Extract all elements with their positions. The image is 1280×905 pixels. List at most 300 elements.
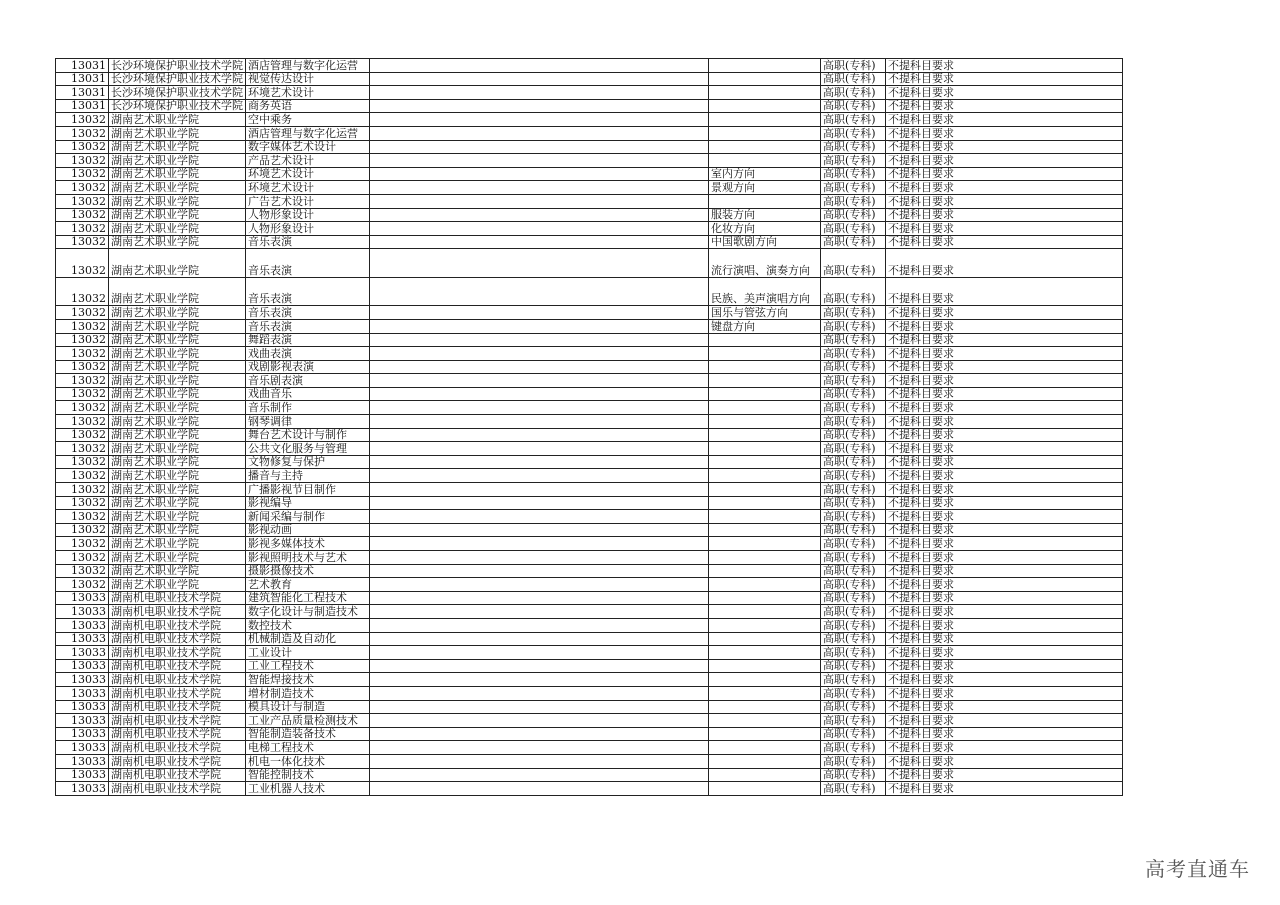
- subject-requirement-cell: 不提科目要求: [886, 510, 1123, 524]
- table-row: [56, 72, 1123, 86]
- table-row: [56, 591, 1123, 605]
- subject-requirement-cell: 不提科目要求: [886, 714, 1123, 728]
- school-code-cell: 13031: [56, 86, 109, 100]
- subject-requirement-cell: 不提科目要求: [886, 646, 1123, 660]
- major-name-cell: 摄影摄像技术: [246, 564, 370, 578]
- school-code-cell: 13033: [56, 646, 109, 660]
- school-name-cell: 湖南机电职业技术学院: [109, 632, 246, 646]
- school-name-cell: 长沙环境保护职业技术学院: [109, 72, 246, 86]
- table-row: [56, 537, 1123, 551]
- table-row: [56, 249, 1123, 278]
- major-name-cell: 音乐剧表演: [246, 374, 370, 388]
- school-name-cell: 湖南机电职业技术学院: [109, 686, 246, 700]
- major-name-cell: 音乐表演: [246, 235, 370, 249]
- table-row: [56, 333, 1123, 347]
- level-cell: 高职(专科): [821, 686, 886, 700]
- major-name-cell: 工业产品质量检测技术: [246, 714, 370, 728]
- table-row: [56, 428, 1123, 442]
- major-note-cell: [370, 523, 709, 537]
- major-note-cell: [370, 564, 709, 578]
- school-name-cell: 湖南艺术职业学院: [109, 496, 246, 510]
- major-note-cell: [370, 401, 709, 415]
- direction-cell: [709, 754, 821, 768]
- subject-requirement-cell: 不提科目要求: [886, 591, 1123, 605]
- major-name-cell: 商务英语: [246, 99, 370, 113]
- table-row: [56, 99, 1123, 113]
- subject-requirement-cell: 不提科目要求: [886, 727, 1123, 741]
- major-name-cell: 酒店管理与数字化运营: [246, 59, 370, 73]
- school-code-cell: 13032: [56, 319, 109, 333]
- major-name-cell: 机电一体化技术: [246, 754, 370, 768]
- direction-cell: 流行演唱、演奏方向: [709, 249, 821, 278]
- school-name-cell: 湖南艺术职业学院: [109, 333, 246, 347]
- table-row: [56, 415, 1123, 429]
- school-name-cell: 湖南艺术职业学院: [109, 455, 246, 469]
- school-name-cell: 湖南艺术职业学院: [109, 249, 246, 278]
- school-code-cell: 13033: [56, 700, 109, 714]
- major-note-cell: [370, 428, 709, 442]
- direction-cell: [709, 99, 821, 113]
- school-name-cell: 湖南艺术职业学院: [109, 194, 246, 208]
- direction-cell: [709, 360, 821, 374]
- subject-requirement-cell: 不提科目要求: [886, 483, 1123, 497]
- table-row: [56, 483, 1123, 497]
- major-note-cell: [370, 496, 709, 510]
- direction-cell: [709, 401, 821, 415]
- school-code-cell: 13032: [56, 277, 109, 306]
- school-name-cell: 长沙环境保护职业技术学院: [109, 99, 246, 113]
- subject-requirement-cell: 不提科目要求: [886, 700, 1123, 714]
- major-note-cell: [370, 727, 709, 741]
- school-name-cell: 湖南机电职业技术学院: [109, 618, 246, 632]
- level-cell: 高职(专科): [821, 208, 886, 222]
- direction-cell: [709, 126, 821, 140]
- major-note-cell: [370, 455, 709, 469]
- major-name-cell: 产品艺术设计: [246, 154, 370, 168]
- major-name-cell: 戏曲音乐: [246, 387, 370, 401]
- major-note-cell: [370, 113, 709, 127]
- table-row: [56, 469, 1123, 483]
- table-body: [56, 59, 1123, 796]
- direction-cell: [709, 646, 821, 660]
- subject-requirement-cell: 不提科目要求: [886, 194, 1123, 208]
- school-code-cell: 13033: [56, 782, 109, 796]
- major-name-cell: 电梯工程技术: [246, 741, 370, 755]
- direction-cell: [709, 455, 821, 469]
- major-name-cell: 环境艺术设计: [246, 181, 370, 195]
- major-note-cell: [370, 167, 709, 181]
- table-row: [56, 659, 1123, 673]
- table-row: [56, 347, 1123, 361]
- school-code-cell: 13033: [56, 768, 109, 782]
- table-row: [56, 673, 1123, 687]
- table-row: [56, 578, 1123, 592]
- major-note-cell: [370, 754, 709, 768]
- direction-cell: [709, 605, 821, 619]
- major-name-cell: 数字媒体艺术设计: [246, 140, 370, 154]
- subject-requirement-cell: 不提科目要求: [886, 86, 1123, 100]
- major-name-cell: 广告艺术设计: [246, 194, 370, 208]
- major-name-cell: 视觉传达设计: [246, 72, 370, 86]
- subject-requirement-cell: 不提科目要求: [886, 754, 1123, 768]
- school-name-cell: 湖南艺术职业学院: [109, 347, 246, 361]
- subject-requirement-cell: 不提科目要求: [886, 782, 1123, 796]
- direction-cell: 景观方向: [709, 181, 821, 195]
- subject-requirement-cell: 不提科目要求: [886, 333, 1123, 347]
- school-name-cell: 湖南艺术职业学院: [109, 319, 246, 333]
- major-name-cell: 艺术教育: [246, 578, 370, 592]
- direction-cell: [709, 686, 821, 700]
- school-name-cell: 湖南艺术职业学院: [109, 523, 246, 537]
- school-code-cell: 13033: [56, 591, 109, 605]
- school-code-cell: 13032: [56, 113, 109, 127]
- school-name-cell: 湖南机电职业技术学院: [109, 673, 246, 687]
- direction-cell: [709, 523, 821, 537]
- level-cell: 高职(专科): [821, 347, 886, 361]
- school-name-cell: 湖南艺术职业学院: [109, 235, 246, 249]
- major-note-cell: [370, 333, 709, 347]
- subject-requirement-cell: 不提科目要求: [886, 401, 1123, 415]
- major-note-cell: [370, 277, 709, 306]
- level-cell: 高职(专科): [821, 496, 886, 510]
- major-note-cell: [370, 387, 709, 401]
- table-row: [56, 523, 1123, 537]
- school-name-cell: 湖南艺术职业学院: [109, 578, 246, 592]
- major-note-cell: [370, 59, 709, 73]
- direction-cell: [709, 333, 821, 347]
- school-code-cell: 13032: [56, 360, 109, 374]
- school-code-cell: 13032: [56, 469, 109, 483]
- major-name-cell: 人物形象设计: [246, 222, 370, 236]
- level-cell: 高职(专科): [821, 564, 886, 578]
- school-code-cell: 13032: [56, 333, 109, 347]
- table-row: [56, 455, 1123, 469]
- subject-requirement-cell: 不提科目要求: [886, 741, 1123, 755]
- subject-requirement-cell: 不提科目要求: [886, 72, 1123, 86]
- level-cell: 高职(专科): [821, 741, 886, 755]
- school-name-cell: 湖南艺术职业学院: [109, 277, 246, 306]
- direction-cell: [709, 659, 821, 673]
- table-row: [56, 306, 1123, 320]
- major-name-cell: 公共文化服务与管理: [246, 442, 370, 456]
- level-cell: 高职(专科): [821, 428, 886, 442]
- table-row: [56, 632, 1123, 646]
- subject-requirement-cell: 不提科目要求: [886, 659, 1123, 673]
- major-note-cell: [370, 222, 709, 236]
- school-name-cell: 湖南艺术职业学院: [109, 113, 246, 127]
- school-code-cell: 13031: [56, 72, 109, 86]
- school-name-cell: 湖南机电职业技术学院: [109, 782, 246, 796]
- major-note-cell: [370, 646, 709, 660]
- subject-requirement-cell: 不提科目要求: [886, 551, 1123, 565]
- school-code-cell: 13032: [56, 401, 109, 415]
- direction-cell: [709, 496, 821, 510]
- level-cell: 高职(专科): [821, 632, 886, 646]
- subject-requirement-cell: 不提科目要求: [886, 319, 1123, 333]
- table-row: [56, 59, 1123, 73]
- table-row: [56, 768, 1123, 782]
- table-row: [56, 194, 1123, 208]
- major-note-cell: [370, 442, 709, 456]
- table-row: [56, 646, 1123, 660]
- school-name-cell: 湖南艺术职业学院: [109, 167, 246, 181]
- direction-cell: 中国歌剧方向: [709, 235, 821, 249]
- direction-cell: [709, 673, 821, 687]
- level-cell: 高职(专科): [821, 551, 886, 565]
- school-name-cell: 湖南艺术职业学院: [109, 208, 246, 222]
- subject-requirement-cell: 不提科目要求: [886, 140, 1123, 154]
- table-row: [56, 126, 1123, 140]
- table-row: [56, 154, 1123, 168]
- major-name-cell: 影视照明技术与艺术: [246, 551, 370, 565]
- level-cell: 高职(专科): [821, 72, 886, 86]
- table-row: [56, 496, 1123, 510]
- table-row: [56, 782, 1123, 796]
- direction-cell: [709, 591, 821, 605]
- school-name-cell: 湖南艺术职业学院: [109, 140, 246, 154]
- direction-cell: [709, 510, 821, 524]
- table-row: [56, 208, 1123, 222]
- school-code-cell: 13033: [56, 727, 109, 741]
- level-cell: 高职(专科): [821, 333, 886, 347]
- major-name-cell: 空中乘务: [246, 113, 370, 127]
- subject-requirement-cell: 不提科目要求: [886, 360, 1123, 374]
- subject-requirement-cell: 不提科目要求: [886, 222, 1123, 236]
- school-code-cell: 13032: [56, 496, 109, 510]
- table-row: [56, 442, 1123, 456]
- level-cell: 高职(专科): [821, 59, 886, 73]
- level-cell: 高职(专科): [821, 510, 886, 524]
- major-name-cell: 文物修复与保护: [246, 455, 370, 469]
- major-note-cell: [370, 154, 709, 168]
- watermark-text: 高考直通车: [1145, 857, 1250, 881]
- table-row: [56, 319, 1123, 333]
- level-cell: 高职(专科): [821, 537, 886, 551]
- subject-requirement-cell: 不提科目要求: [886, 618, 1123, 632]
- level-cell: 高职(专科): [821, 442, 886, 456]
- school-code-cell: 13032: [56, 194, 109, 208]
- major-note-cell: [370, 140, 709, 154]
- major-name-cell: 建筑智能化工程技术: [246, 591, 370, 605]
- subject-requirement-cell: 不提科目要求: [886, 208, 1123, 222]
- school-name-cell: 湖南机电职业技术学院: [109, 591, 246, 605]
- subject-requirement-cell: 不提科目要求: [886, 455, 1123, 469]
- direction-cell: 国乐与管弦方向: [709, 306, 821, 320]
- major-note-cell: [370, 605, 709, 619]
- direction-cell: [709, 113, 821, 127]
- major-name-cell: 影视动画: [246, 523, 370, 537]
- school-name-cell: 湖南机电职业技术学院: [109, 768, 246, 782]
- level-cell: 高职(专科): [821, 154, 886, 168]
- direction-cell: [709, 551, 821, 565]
- subject-requirement-cell: 不提科目要求: [886, 59, 1123, 73]
- level-cell: 高职(专科): [821, 401, 886, 415]
- school-code-cell: 13032: [56, 167, 109, 181]
- major-name-cell: 环境艺术设计: [246, 167, 370, 181]
- table-row: [56, 113, 1123, 127]
- subject-requirement-cell: 不提科目要求: [886, 686, 1123, 700]
- school-code-cell: 13032: [56, 415, 109, 429]
- table-row: [56, 140, 1123, 154]
- school-name-cell: 湖南机电职业技术学院: [109, 714, 246, 728]
- major-name-cell: 戏曲表演: [246, 347, 370, 361]
- level-cell: 高职(专科): [821, 99, 886, 113]
- school-name-cell: 湖南机电职业技术学院: [109, 741, 246, 755]
- school-code-cell: 13032: [56, 306, 109, 320]
- major-note-cell: [370, 208, 709, 222]
- school-name-cell: 湖南艺术职业学院: [109, 154, 246, 168]
- table-row: [56, 277, 1123, 306]
- direction-cell: [709, 537, 821, 551]
- school-code-cell: 13032: [56, 578, 109, 592]
- major-name-cell: 影视编导: [246, 496, 370, 510]
- major-note-cell: [370, 235, 709, 249]
- direction-cell: 键盘方向: [709, 319, 821, 333]
- direction-cell: 民族、美声演唱方向: [709, 277, 821, 306]
- school-code-cell: 13032: [56, 222, 109, 236]
- school-name-cell: 湖南艺术职业学院: [109, 181, 246, 195]
- school-name-cell: 湖南机电职业技术学院: [109, 605, 246, 619]
- direction-cell: [709, 140, 821, 154]
- table-row: [56, 564, 1123, 578]
- table-row: [56, 387, 1123, 401]
- direction-cell: [709, 442, 821, 456]
- subject-requirement-cell: 不提科目要求: [886, 564, 1123, 578]
- level-cell: 高职(专科): [821, 646, 886, 660]
- major-note-cell: [370, 578, 709, 592]
- table-row: [56, 605, 1123, 619]
- school-name-cell: 湖南艺术职业学院: [109, 222, 246, 236]
- subject-requirement-cell: 不提科目要求: [886, 673, 1123, 687]
- major-note-cell: [370, 99, 709, 113]
- major-note-cell: [370, 483, 709, 497]
- school-code-cell: 13033: [56, 741, 109, 755]
- major-name-cell: 戏剧影视表演: [246, 360, 370, 374]
- level-cell: 高职(专科): [821, 455, 886, 469]
- subject-requirement-cell: 不提科目要求: [886, 374, 1123, 388]
- major-note-cell: [370, 319, 709, 333]
- major-name-cell: 工业工程技术: [246, 659, 370, 673]
- school-name-cell: 湖南艺术职业学院: [109, 510, 246, 524]
- school-name-cell: 湖南机电职业技术学院: [109, 754, 246, 768]
- major-note-cell: [370, 686, 709, 700]
- major-note-cell: [370, 181, 709, 195]
- table-row: [56, 754, 1123, 768]
- major-note-cell: [370, 194, 709, 208]
- level-cell: 高职(专科): [821, 140, 886, 154]
- school-name-cell: 长沙环境保护职业技术学院: [109, 86, 246, 100]
- school-code-cell: 13032: [56, 154, 109, 168]
- school-code-cell: 13033: [56, 632, 109, 646]
- major-note-cell: [370, 741, 709, 755]
- level-cell: 高职(专科): [821, 618, 886, 632]
- direction-cell: [709, 415, 821, 429]
- school-code-cell: 13032: [56, 510, 109, 524]
- school-code-cell: 13032: [56, 126, 109, 140]
- major-note-cell: [370, 618, 709, 632]
- direction-cell: [709, 741, 821, 755]
- school-code-cell: 13032: [56, 347, 109, 361]
- subject-requirement-cell: 不提科目要求: [886, 578, 1123, 592]
- subject-requirement-cell: 不提科目要求: [886, 387, 1123, 401]
- major-name-cell: 机械制造及自动化: [246, 632, 370, 646]
- level-cell: 高职(专科): [821, 222, 886, 236]
- table-row: [56, 686, 1123, 700]
- school-code-cell: 13033: [56, 659, 109, 673]
- major-note-cell: [370, 591, 709, 605]
- school-code-cell: 13032: [56, 537, 109, 551]
- direction-cell: [709, 768, 821, 782]
- school-code-cell: 13032: [56, 523, 109, 537]
- major-note-cell: [370, 469, 709, 483]
- subject-requirement-cell: 不提科目要求: [886, 347, 1123, 361]
- level-cell: 高职(专科): [821, 578, 886, 592]
- direction-cell: [709, 700, 821, 714]
- direction-cell: 室内方向: [709, 167, 821, 181]
- table-row: [56, 167, 1123, 181]
- major-name-cell: 舞台艺术设计与制作: [246, 428, 370, 442]
- major-name-cell: 工业设计: [246, 646, 370, 660]
- school-code-cell: 13032: [56, 455, 109, 469]
- level-cell: 高职(专科): [821, 306, 886, 320]
- major-note-cell: [370, 537, 709, 551]
- subject-requirement-cell: 不提科目要求: [886, 249, 1123, 278]
- direction-cell: [709, 428, 821, 442]
- major-name-cell: 音乐制作: [246, 401, 370, 415]
- major-note-cell: [370, 714, 709, 728]
- direction-cell: [709, 154, 821, 168]
- level-cell: 高职(专科): [821, 387, 886, 401]
- subject-requirement-cell: 不提科目要求: [886, 428, 1123, 442]
- major-name-cell: 广播影视节目制作: [246, 483, 370, 497]
- level-cell: 高职(专科): [821, 319, 886, 333]
- school-name-cell: 湖南艺术职业学院: [109, 126, 246, 140]
- subject-requirement-cell: 不提科目要求: [886, 126, 1123, 140]
- direction-cell: [709, 483, 821, 497]
- level-cell: 高职(专科): [821, 782, 886, 796]
- school-code-cell: 13033: [56, 673, 109, 687]
- subject-requirement-cell: 不提科目要求: [886, 632, 1123, 646]
- major-note-cell: [370, 551, 709, 565]
- subject-requirement-cell: 不提科目要求: [886, 181, 1123, 195]
- school-code-cell: 13032: [56, 181, 109, 195]
- school-name-cell: 湖南艺术职业学院: [109, 537, 246, 551]
- school-name-cell: 湖南艺术职业学院: [109, 483, 246, 497]
- level-cell: 高职(专科): [821, 194, 886, 208]
- table-row: [56, 700, 1123, 714]
- level-cell: 高职(专科): [821, 113, 886, 127]
- level-cell: 高职(专科): [821, 659, 886, 673]
- level-cell: 高职(专科): [821, 167, 886, 181]
- table-row: [56, 727, 1123, 741]
- major-name-cell: 音乐表演: [246, 306, 370, 320]
- major-note-cell: [370, 306, 709, 320]
- major-note-cell: [370, 126, 709, 140]
- school-name-cell: 湖南艺术职业学院: [109, 415, 246, 429]
- school-name-cell: 湖南艺术职业学院: [109, 469, 246, 483]
- major-note-cell: [370, 510, 709, 524]
- major-name-cell: 智能制造装备技术: [246, 727, 370, 741]
- level-cell: 高职(专科): [821, 277, 886, 306]
- table-row: [56, 235, 1123, 249]
- table-row: [56, 510, 1123, 524]
- direction-cell: [709, 578, 821, 592]
- school-name-cell: 长沙环境保护职业技术学院: [109, 59, 246, 73]
- direction-cell: [709, 714, 821, 728]
- table-row: [56, 618, 1123, 632]
- direction-cell: [709, 387, 821, 401]
- direction-cell: [709, 194, 821, 208]
